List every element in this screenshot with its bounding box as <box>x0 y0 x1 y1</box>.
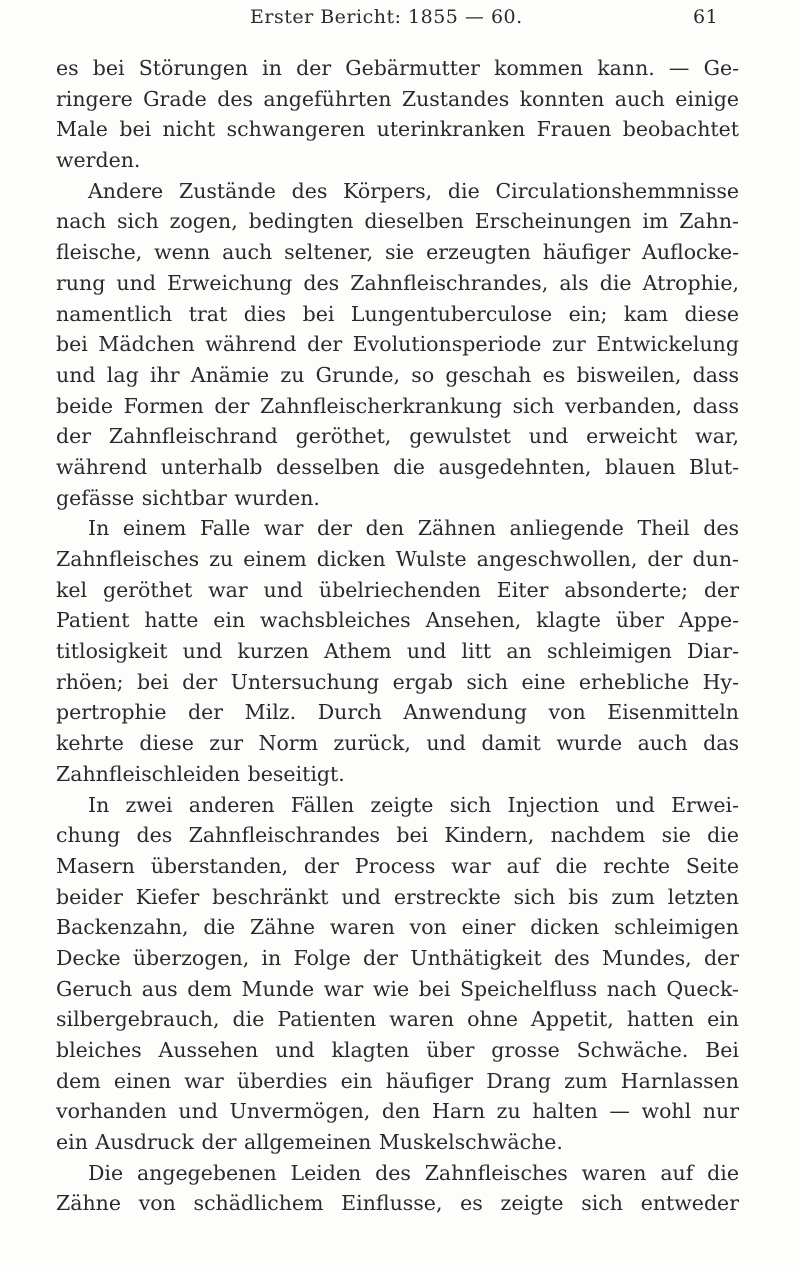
text-line: während unterhalb desselben die ausgedehnten, blauen Blut- <box>56 454 739 479</box>
running-head: Erster Bericht: 1855 — 60. <box>250 6 523 28</box>
text-line: kehrte diese zur Norm zurück, und damit wurde auch das <box>56 731 739 756</box>
paragraph <box>56 790 739 1158</box>
text-line: rhöen; bei der Untersuchung ergab sich eine erhebliche Hy- <box>56 669 739 694</box>
text-line: namentlich trat dies bei Lungentuberculose ein; kam diese <box>56 301 739 326</box>
text-line: chung des Zahnfleischrandes bei Kindern, nachdem sie die <box>56 823 739 848</box>
text-line: pertrophie der Milz. Durch Anwendung von Eisenmitteln <box>56 700 739 725</box>
text-line: Decke überzogen, in Folge der Unthätigkeit des Mundes, der <box>56 945 739 970</box>
text-line: Andere Zustände des Körpers, die Circulationshemmnisse <box>88 178 739 203</box>
paragraph <box>56 513 739 789</box>
text-line: In einem Falle war der den Zähnen anliegende Theil des <box>88 516 739 541</box>
text-line: titlosigkeit und kurzen Athem und litt an schleimigen Diar- <box>56 639 739 664</box>
text-line: kel geröthet war und übelriechenden Eiter absonderte; der <box>56 577 739 602</box>
text-line: vorhanden und Unvermögen, den Harn zu halten — wohl nur <box>56 1099 739 1124</box>
text-line: beider Kiefer beschränkt und erstreckte sich bis zum letzten <box>56 884 739 909</box>
text-line: es bei Störungen in der Gebärmutter kommen kann. — Ge- <box>56 56 739 80</box>
text-line: Zähne von schädlichem Einflusse, es zeigte sich entweder <box>56 1191 739 1216</box>
text-line: Masern überstanden, der Process war auf die rechte Seite <box>56 853 739 878</box>
paragraph <box>56 53 739 176</box>
text-line: nach sich zogen, bedingten dieselben Erscheinungen im Zahn- <box>56 209 739 234</box>
text-line: Patient hatte ein wachsbleiches Ansehen, klagte über Appe- <box>56 608 739 633</box>
text-line: der Zahnfleischrand geröthet, gewulstet und erweicht war, <box>56 424 739 449</box>
text-line: Die angegebenen Leiden des Zahnfleisches waren auf die <box>88 1160 739 1185</box>
text-line: silbergebrauch, die Patienten waren ohne Appetit, hatten ein <box>56 1007 739 1032</box>
text-line: rung und Erweichung des Zahnfleischrandes, als die Atrophie, <box>56 270 739 295</box>
paragraph <box>56 176 739 514</box>
text-line: werden. <box>56 148 141 173</box>
text-line: fleische, wenn auch seltener, sie erzeugten häufiger Auflocke- <box>56 240 739 265</box>
page-number: 61 <box>693 6 719 28</box>
text-line: bleiches Aussehen und klagten über grosse Schwäche. Bei <box>56 1038 739 1062</box>
text-line: Male bei nicht schwangeren uterinkranken Frauen beobachtet <box>56 117 739 142</box>
paragraph <box>56 1158 739 1219</box>
body-text <box>56 53 739 1219</box>
text-line: beide Formen der Zahnfleischerkrankung sich verbanden, dass <box>56 393 739 418</box>
text-line: dem einen war überdies ein häufiger Drang zum Harnlassen <box>56 1068 739 1093</box>
text-line: gefässe sichtbar wurden. <box>56 485 320 510</box>
text-line: In zwei anderen Fällen zeigte sich Injection und Erwei- <box>88 792 739 817</box>
text-line: Backenzahn, die Zähne waren von einer dicken schleimigen <box>56 915 739 940</box>
text-line: ringere Grade des angeführten Zustandes konnten auch einige <box>56 86 739 111</box>
text-line: Zahnfleisches zu einem dicken Wulste angeschwollen, der dun- <box>56 547 739 571</box>
text-line: Zahnfleischleiden beseitigt. <box>56 761 345 786</box>
text-line: Geruch aus dem Munde war wie bei Speichelfluss nach Queck- <box>56 976 739 1001</box>
page-header <box>0 4 801 30</box>
text-line: und lag ihr Anämie zu Grunde, so geschah es bisweilen, dass <box>56 362 739 387</box>
text-line: ein Ausdruck der allgemeinen Muskelschwäche. <box>56 1130 563 1155</box>
text-line: bei Mädchen während der Evolutionsperiode zur Entwickelung <box>56 332 739 357</box>
